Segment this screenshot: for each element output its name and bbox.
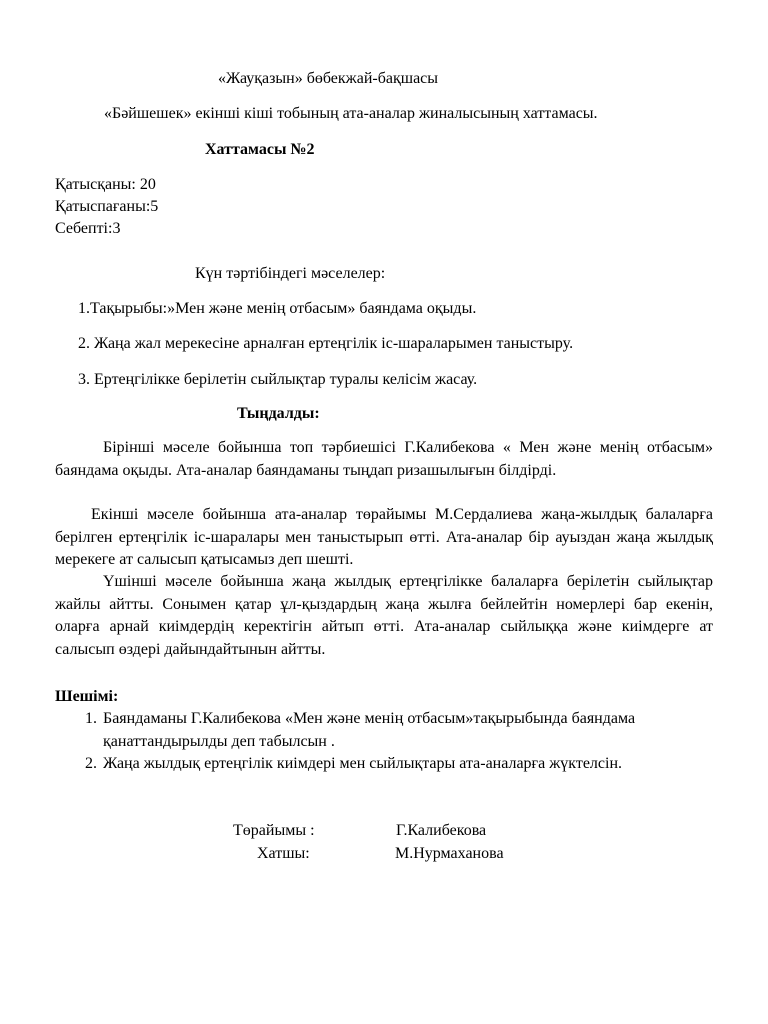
heard-paragraph-1: Бірінші мәселе бойынша топ тәрбиешісі Г.Калибекова « Мен және менің отбасым» баяндама оқыды. Ата-аналар баяндаманы тыңдап ризашылығын білдірді. [55, 439, 713, 479]
heard-paragraph-2: Екінші мәселе бойынша ата-аналар төрайымы М.Сердалиева жаңа-жылдық балаларға берілген ертеңгілік іс-шаралары мен таныстырып өтті. Ата-аналар бір ауыздан жаңа жылдық мерекеге ат салысып қатысамыз деп шешті. [55, 506, 713, 568]
decision-item-1: 1. Баяндаманы Г.Калибекова «Мен және менің отбасым»тақырыбында баяндама қанаттандырылды деп табылсын . [101, 708, 661, 753]
agenda-item-2: 2. Жаңа жал мерекесіне арналған ертеңгілік іс-шараларымен таныстыру. [78, 335, 574, 352]
secretary-label: Хатшы: [257, 845, 310, 862]
heard-title: Тыңдалды: [237, 405, 320, 422]
agenda-item-1: 1.Тақырыбы:»Мен және менің отбасым» баяндама оқыды. [78, 300, 477, 317]
agenda-item-3: 3. Ертеңгілікке берілетін сыйлықтар туралы келісім жасау. [78, 371, 478, 388]
chair-label: Төрайымы : [233, 822, 315, 839]
agenda-title: Күн тәртібіндегі мәселелер: [195, 265, 386, 282]
heard-paragraph-3: Үшінші мәселе бойынша жаңа жылдық ертеңгілікке балаларға берілетін сыйлықтар жайлы айтты. Сонымен қатар ұл-қыздардың жаңа жылға бейлейтін номерлері бар екенін, оларға арнай киімдердің керектігін айтып өтті. Ата-аналар сыйлыққа және киімдерге ат салысып өздері дайындайтынын айтты. [55, 573, 713, 658]
attendance-absent: Қатыспағаны:5 [55, 198, 159, 215]
meeting-title: «Бәйшешек» екінші кіші тобының ата-аналар жиналысының хаттамасы. [104, 105, 598, 122]
secretary-name: М.Нурмаханова [395, 845, 504, 862]
kindergarten-name: «Жауқазын» бөбекжай-бақшасы [218, 70, 439, 87]
attendance-reason: Себепті:3 [55, 220, 121, 237]
protocol-number: Хаттамасы №2 [205, 141, 315, 158]
decision-list [55, 708, 661, 776]
decision-item-2: 2. Жаңа жылдық ертеңгілік киімдері мен сыйлықтары ата-аналарға жүктелсін. [101, 753, 661, 776]
chair-name: Г.Калибекова [396, 822, 487, 839]
attendance-present: Қатысқаны: 20 [55, 176, 156, 193]
decision-title: Шешімі: [55, 688, 119, 705]
